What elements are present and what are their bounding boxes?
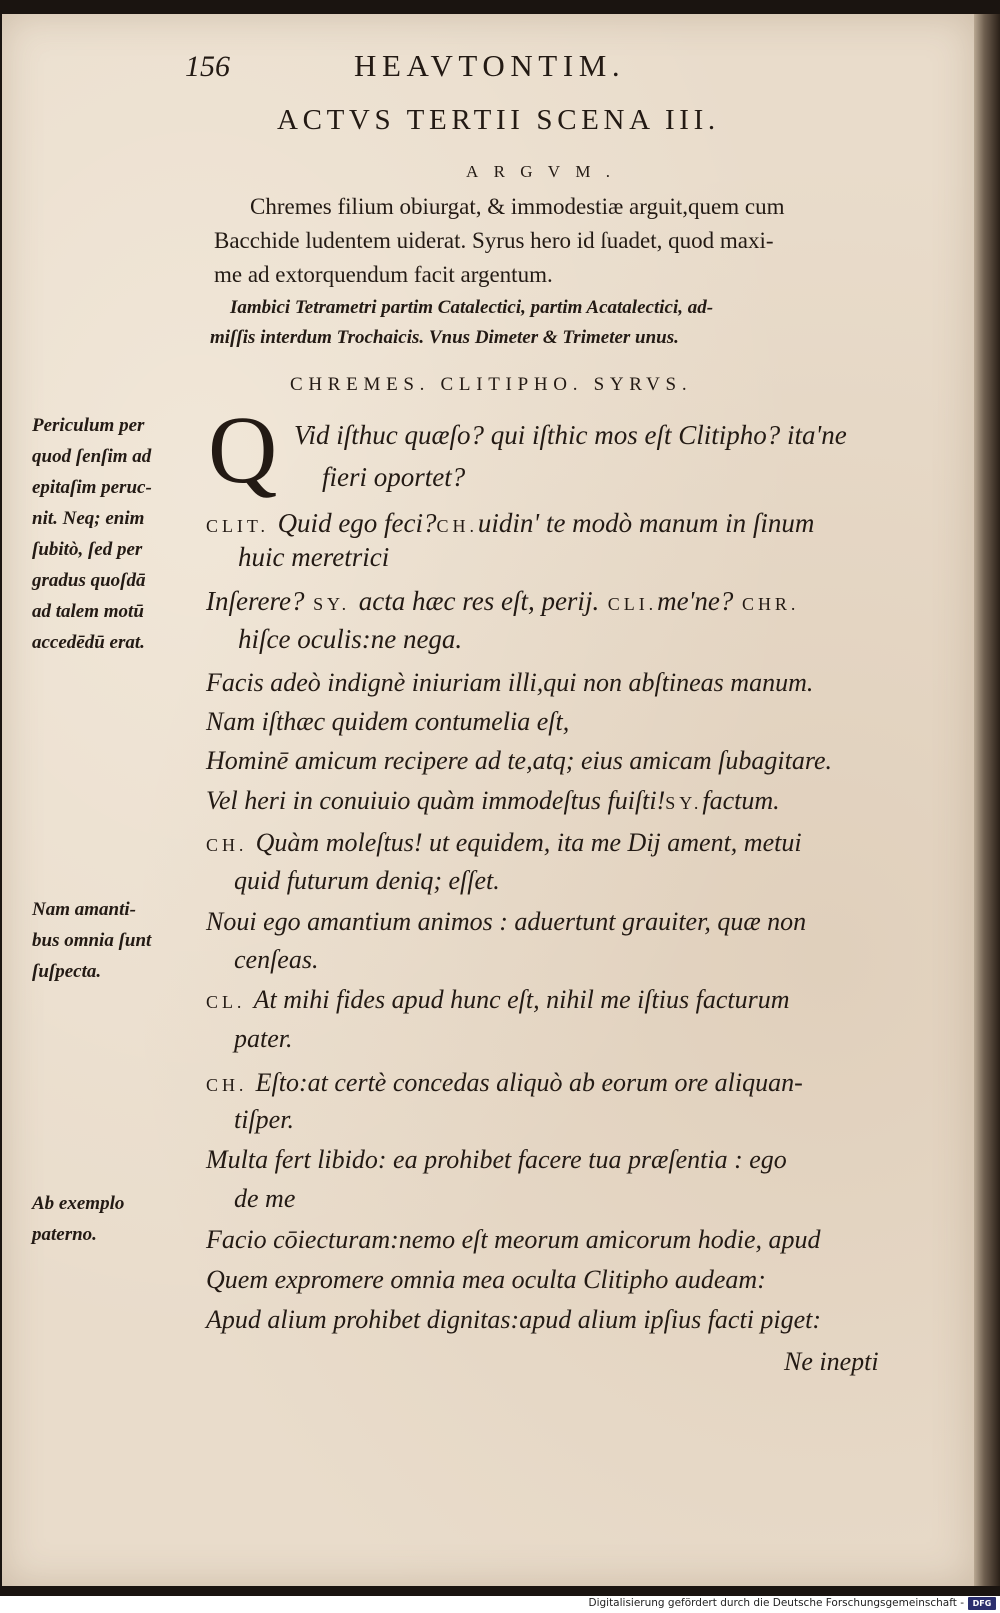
- meter-line-1: Iambici Tetrametri partim Catalectici, partim Acatalectici, ad-: [230, 297, 714, 318]
- speaker-tag: CLIT.: [206, 516, 269, 536]
- margin-note-3: Ab exemplo paterno.: [32, 1193, 125, 1245]
- verse-line: CH. Eſto:at certè concedas aliquò ab eorum ore aliquan-: [206, 1068, 803, 1097]
- verse-line: quid futurum deniq; eſſet.: [234, 866, 500, 895]
- verse-line: tiſper.: [234, 1105, 294, 1134]
- speaker-tag: SY.: [313, 594, 351, 614]
- argument-line-2: Bacchide ludentem uiderat. Syrus hero id ſuadet, quod maxi-: [214, 228, 774, 253]
- act-heading: ACTVS TERTII SCENA III.: [277, 104, 720, 136]
- book-gutter-edge: [974, 14, 1000, 1586]
- dfg-logo-icon: DFG: [968, 1597, 996, 1610]
- verse-line: Inſerere? SY. acta hæc res eſt, perij. CLI.me'ne? CHR.: [206, 586, 800, 616]
- argument-line-3: me ad extorquendum facit argentum.: [214, 262, 553, 287]
- argument-heading: ARGVM.: [466, 162, 626, 181]
- page-number: 156: [185, 50, 230, 83]
- verse-line: Facio cōiecturam:nemo eſt meorum amicorum hodie, apud: [206, 1225, 821, 1254]
- speaker-tag: CLI.: [607, 594, 658, 614]
- speaker-tag: CHR.: [741, 594, 800, 614]
- speaker-tag: CH.: [436, 516, 478, 536]
- drop-cap: Q: [208, 396, 278, 503]
- verse-line: CH. Quàm moleſtus! ut equidem, ita me Dij ament, metui: [206, 828, 802, 857]
- margin-note-2: Nam amanti- bus omnia ſunt ſuſpecta.: [32, 899, 152, 982]
- running-head: HEAVTONTIM.: [354, 48, 626, 83]
- verse-line: fieri oportet?: [322, 462, 466, 492]
- verse-line: cenſeas.: [234, 945, 319, 974]
- verse-line: Nam iſthæc quidem contumelia eſt,: [206, 707, 570, 736]
- speaker-tag: CH.: [206, 835, 248, 855]
- verse-line: Multa fert libido: ea prohibet facere tua præſentia : ego: [206, 1145, 787, 1174]
- verse-line: Quem expromere omnia mea oculta Clitipho audeam:: [206, 1265, 766, 1294]
- argument-line-1: Chremes filium obiurgat, & immodestiæ arguit,quem cum: [250, 194, 785, 219]
- verse-line: Facis adeò indignè iniuriam illi,qui non abſtineas manum.: [206, 668, 814, 697]
- verse-line: hiſce oculis:ne nega.: [238, 624, 463, 654]
- verse-line: pater.: [234, 1024, 293, 1053]
- meter-line-2: miſſis interdum Trochaicis. Vnus Dimeter & Trimeter unus.: [210, 327, 679, 348]
- speaker-tag: CL.: [206, 992, 246, 1012]
- speaker-tag: CH.: [206, 1075, 248, 1095]
- characters-line: CHREMES. CLITIPHO. SYRVS.: [290, 374, 693, 395]
- verse-line: Hominē amicum recipere ad te,atq; eius amicam ſubagitare.: [206, 746, 833, 775]
- verse-line: CL. At mihi fides apud hunc eſt, nihil me iſtius facturum: [206, 985, 790, 1014]
- verse-line: CLIT. Quid ego feci?CH.uidin' te modò manum in ſinum: [206, 508, 815, 538]
- verse-line: de me: [234, 1184, 296, 1213]
- footer-credit: Digitalisierung gefördert durch die Deutsche Forschungsgemeinschaft -: [588, 1597, 964, 1609]
- book-page: [2, 14, 974, 1586]
- verse-line: huic meretrici: [238, 542, 390, 572]
- speaker-tag: SY.: [665, 793, 703, 813]
- margin-note-1: Periculum per quod ſenſim ad epitaſim peruc- nit. Neq; enim ſubitò, ſed per gradus quoſdā ad talem motū accedēdū erat.: [32, 415, 152, 653]
- verse-line: Apud alium prohibet dignitas:apud alium ipſius facti piget:: [206, 1305, 822, 1334]
- digitization-footer: [0, 1596, 1000, 1613]
- catchword: Ne inepti: [784, 1347, 879, 1376]
- verse-line: Vel heri in conuiuio quàm immodeſtus fuiſti!SY.factum.: [206, 786, 780, 815]
- verse-line: Noui ego amantium animos : aduertunt grauiter, quæ non: [206, 907, 807, 936]
- verse-line: Vid iſthuc quæſo? qui iſthic mos eſt Clitipho? ita'ne: [294, 420, 847, 450]
